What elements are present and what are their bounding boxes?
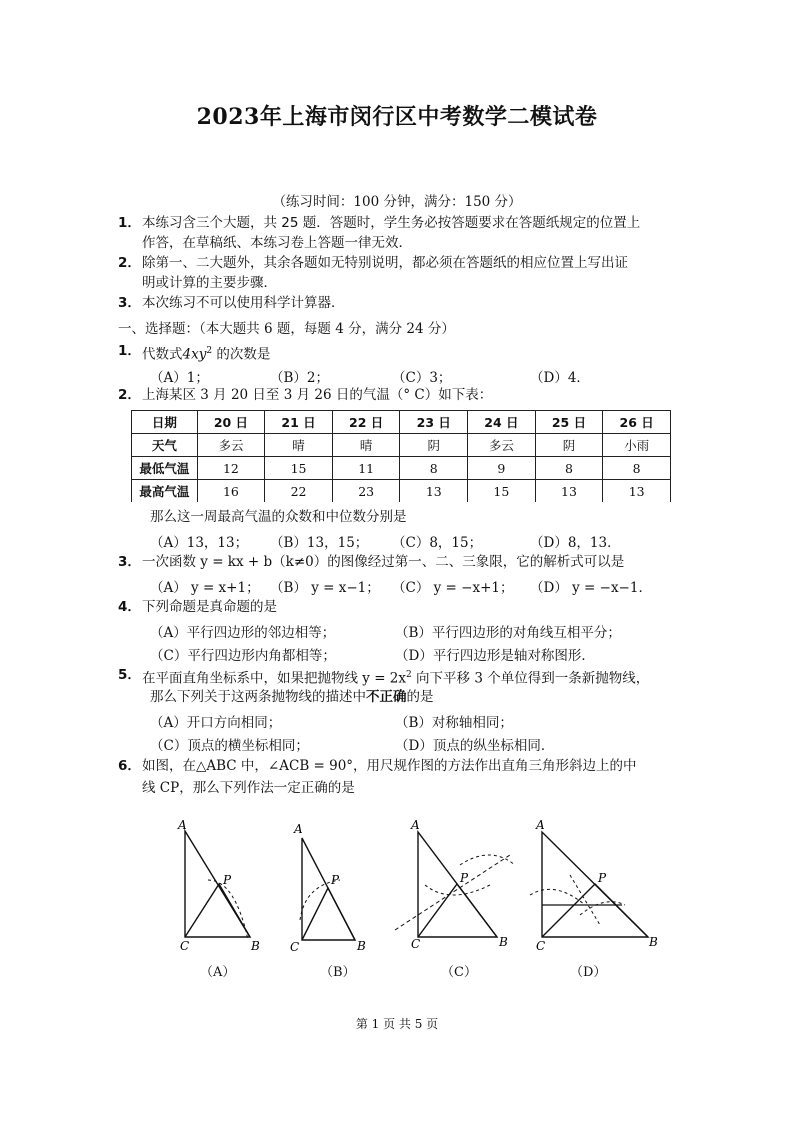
- q3-number: 3．: [118, 554, 141, 570]
- figure-d-caption: （D）: [570, 965, 607, 980]
- table-cell: 阴: [535, 434, 603, 457]
- page-title: 2023年上海市闵行区中考数学二模试卷: [196, 104, 598, 130]
- table-cell: 9: [468, 457, 536, 480]
- arc-construction: [460, 855, 515, 865]
- arc-construction: [425, 885, 490, 895]
- figure-a[interactable]: [185, 831, 250, 940]
- table-cell: 多云: [468, 434, 536, 457]
- q5-stem-line-2: 那么下列关于这两条抛物线的描述中不正确的是: [150, 689, 434, 705]
- table-cell: 晴: [265, 434, 333, 457]
- figure-a-label-b: B: [251, 939, 260, 953]
- instruction-1-line-1: 本练习含三个大题，共 25 题．答题时，学生务必按答题要求在答题纸规定的位置上: [142, 215, 641, 231]
- q4-number: 4．: [118, 599, 141, 615]
- table-cell: 16: [197, 480, 265, 503]
- figure-d[interactable]: [530, 832, 648, 937]
- figure-c[interactable]: [395, 832, 515, 937]
- table-cell: 20 日: [197, 411, 265, 434]
- figure-c-label-p: P: [460, 871, 469, 885]
- q4-option-b[interactable]: （B）平行四边形的对角线互相平分；: [395, 625, 621, 641]
- q5-option-a[interactable]: （A）开口方向相同；: [150, 715, 282, 731]
- figure-b[interactable]: [300, 838, 355, 940]
- q6-stem-line-2: 线 CP，那么下列作法一定正确的是: [142, 780, 355, 796]
- q1-option-c[interactable]: （C）3；: [392, 370, 452, 386]
- table-cell: 最低气温: [132, 457, 198, 480]
- q4-stem: 下列命题是真命题的是: [142, 599, 277, 615]
- table-cell: 22 日: [332, 411, 400, 434]
- median-cp: [185, 884, 250, 937]
- page-footer: 第 1 页 共 5 页: [355, 1017, 439, 1031]
- median-cp: [418, 884, 497, 937]
- figure-c-label-a: A: [411, 818, 420, 832]
- table-cell: 晴: [332, 434, 400, 457]
- q4-option-c[interactable]: （C）平行四边形内角都相等；: [150, 648, 336, 664]
- instruction-2-num: 2．: [118, 255, 141, 271]
- table-cell: 15: [265, 457, 333, 480]
- q1-option-a[interactable]: （A）1；: [150, 370, 209, 386]
- q3-option-b[interactable]: （B） y = x−1；: [270, 580, 380, 596]
- table-cell: 8: [535, 457, 603, 480]
- table-cell: 阴: [400, 434, 468, 457]
- table-cell: 23 日: [400, 411, 468, 434]
- table-cell: 天气: [132, 434, 198, 457]
- section-heading: 一、选择题：（本大题共 6 题，每题 4 分，满分 24 分）: [118, 321, 455, 337]
- figure-d-label-p: P: [598, 871, 607, 885]
- figure-b-label-p: P: [331, 873, 340, 887]
- q4-option-a[interactable]: （A）平行四边形的邻边相等；: [150, 625, 336, 641]
- figure-a-caption: （A）: [200, 965, 236, 980]
- figure-a-label-c: C: [180, 939, 190, 953]
- q3-option-d[interactable]: （D） y = −x−1．: [530, 580, 652, 596]
- figure-b-label-c: C: [290, 940, 300, 954]
- figure-a-label-a: A: [178, 818, 187, 832]
- table-cell: 24 日: [468, 411, 536, 434]
- perpendicular-bisector: [395, 855, 510, 930]
- table-cell: 8: [603, 457, 671, 480]
- q4-option-d[interactable]: （D）平行四边形是轴对称图形．: [395, 648, 595, 664]
- table-cell: 最高气温: [132, 480, 198, 503]
- table-cell: 13: [400, 480, 468, 503]
- table-cell: 多云: [197, 434, 265, 457]
- q2-followup: 那么这一周最高气温的众数和中位数分别是: [150, 509, 407, 525]
- figure-b-label-a: A: [294, 822, 303, 836]
- q1-number: 1．: [118, 343, 141, 359]
- q2-option-d[interactable]: （D）8，13．: [530, 535, 621, 551]
- q5-stem-line-1: 在平面直角坐标系中，如果把抛物线 $y = 2x^2$ 向下平移 3 个单位得到一条新抛物线，: [142, 670, 650, 687]
- table-cell: 12: [197, 457, 265, 480]
- instruction-2-line-2: 明或计算的主要步骤．: [142, 275, 277, 291]
- figure-d-label-c: C: [536, 939, 546, 953]
- table-cell: 小雨: [603, 434, 671, 457]
- q5-number: 5．: [118, 667, 141, 683]
- exam-subtitle: （练习时间：100 分钟，满分：150 分）: [272, 194, 522, 210]
- instruction-1-line-2: 作答，在草稿纸、本练习卷上答题一律无效．: [142, 235, 412, 251]
- q1-option-d[interactable]: （D）4．: [530, 370, 590, 386]
- instruction-3-line-1: 本次练习不可以使用科学计算器．: [142, 295, 345, 311]
- figure-c-label-c: C: [411, 937, 421, 951]
- q6-number: 6．: [118, 758, 141, 774]
- q2-option-a[interactable]: （A）13，13；: [150, 535, 249, 551]
- table-cell: 22: [265, 480, 333, 503]
- table-cell: 15: [468, 480, 536, 503]
- table-cell: 13: [535, 480, 603, 503]
- q2-stem: 上海某区 3 月 20 日至 3 月 26 日的气温（° C）如下表：: [142, 387, 493, 403]
- table-cell: 23: [332, 480, 400, 503]
- figure-c-caption: （C）: [441, 965, 477, 980]
- q2-number: 2．: [118, 387, 141, 403]
- instruction-3-num: 3．: [118, 295, 141, 311]
- figure-d-label-b: B: [649, 935, 658, 949]
- arc-construction: [570, 875, 600, 925]
- q3-option-a[interactable]: （A） y = x+1；: [150, 580, 260, 596]
- figure-c-label-b: B: [499, 935, 508, 949]
- q3-option-c[interactable]: （C） y = −x+1；: [392, 580, 514, 596]
- instruction-1-num: 1．: [118, 215, 141, 231]
- q5-option-d[interactable]: （D）顶点的纵坐标相同．: [395, 738, 555, 754]
- q3-stem: 一次函数 y = kx + b（k≠0）的图像经过第一、二、三象限，它的解析式可以是: [142, 554, 625, 570]
- table-cell: 26 日: [603, 411, 671, 434]
- arc-construction: [208, 880, 248, 940]
- figure-b-caption: （B）: [320, 965, 356, 980]
- q6-stem-line-1: 如图，在△ABC 中，∠ACB = 90°，用尺规作图的方法作出直角三角形斜边上的中: [142, 758, 637, 774]
- table-cell: 25 日: [535, 411, 603, 434]
- q5-option-c[interactable]: （C）顶点的横坐标相同；: [150, 738, 309, 754]
- table-cell: 21 日: [265, 411, 333, 434]
- q2-option-c[interactable]: （C）8，15；: [392, 535, 483, 551]
- q5-option-b[interactable]: （B）对称轴相同；: [395, 715, 513, 731]
- q1-stem: 代数式$4xy^2$ 的次数是: [142, 346, 271, 363]
- table-cell: 11: [332, 457, 400, 480]
- figure-b-label-b: B: [357, 939, 366, 953]
- q1-option-b[interactable]: （B）2；: [270, 370, 330, 386]
- instruction-2-line-1: 除第一、二大题外，其余各题如无特别说明，都必须在答题纸的相应位置上写出证: [142, 255, 628, 271]
- table-cell: 8: [400, 457, 468, 480]
- table-cell: 13: [603, 480, 671, 503]
- table-cell: 日期: [132, 411, 198, 434]
- median-cp: [542, 884, 648, 937]
- figure-a-label-p: P: [223, 873, 232, 887]
- q2-option-b[interactable]: （B）13，15；: [270, 535, 369, 551]
- figure-d-label-a: A: [536, 818, 545, 832]
